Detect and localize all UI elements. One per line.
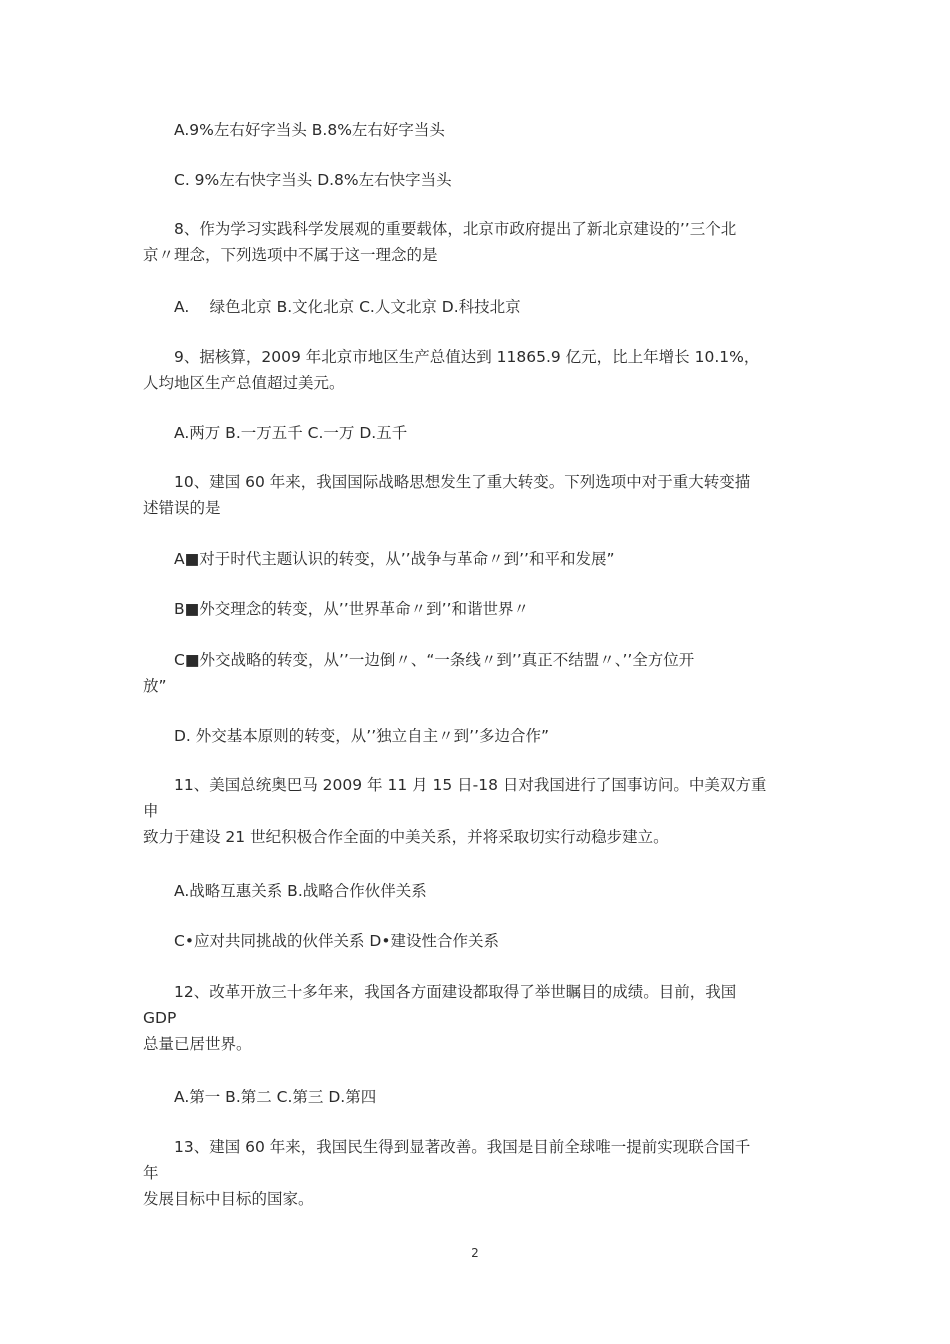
- text-line: C■外交战略的转变，从’’一边倒〃、“一条线〃到’’真正不结盟〃、’’全方位开: [143, 651, 695, 669]
- text-line: A.9%左右好字当头 B.8%左右好字当头: [143, 121, 445, 139]
- paragraph: [143, 1134, 808, 1212]
- text-line: 京〃理念，下列选项中不属于这一理念的是: [143, 246, 438, 264]
- text-line: A■对于时代主题认识的转变，从’’战争与革命〃到’’和平和发展”: [143, 550, 615, 568]
- text-line: A.第一 B.第二 C.第三 D.第四: [143, 1088, 377, 1106]
- text-line: C. 9%左右快字当头 D.8%左右快字当头: [143, 171, 452, 189]
- text-line: A.战略互惠关系 B.战略合作伙伴关系: [143, 882, 427, 900]
- text-line: 放”: [143, 677, 167, 695]
- paragraph: [143, 294, 808, 320]
- text-line: 发展目标中目标的国家。: [143, 1190, 314, 1208]
- text-line: 致力于建设 21 世纪积极合作全面的中美关系，并将采取切实行动稳步建立。: [143, 828, 669, 846]
- text-line: 人均地区生产总值超过美元。: [143, 374, 345, 392]
- text-line: 11、美国总统奥巴马 2009 年 11 月 15 日-18 日对我国进行了国事访问。中美双方重: [143, 776, 767, 794]
- paragraph: [143, 1084, 808, 1110]
- page-number: 2: [471, 1246, 479, 1260]
- paragraph: [143, 167, 808, 193]
- paragraph: [143, 344, 808, 396]
- paragraph: [143, 723, 808, 749]
- paragraph: [143, 979, 808, 1057]
- text-line: D. 外交基本原则的转变，从’’独立自主〃到’’多边合作”: [143, 727, 550, 745]
- paragraph: [143, 469, 808, 521]
- text-line: 13、建国 60 年来，我国民生得到显著改善。我国是目前全球唯一提前实现联合国千: [143, 1138, 751, 1156]
- paragraph: [143, 420, 808, 446]
- text-line: 8、作为学习实践科学发展观的重要载体，北京市政府提出了新北京建设的’’三个北: [143, 220, 737, 238]
- text-line: 申: [143, 802, 159, 820]
- text-line: 年: [143, 1164, 159, 1182]
- paragraph: [143, 546, 808, 572]
- text-line: A. 绿色北京 B.文化北京 C.人文北京 D.科技北京: [143, 298, 521, 316]
- text-line: 9、据核算，2009 年北京市地区生产总值达到 11865.9 亿元，比上年增长 10.1%，: [143, 348, 760, 366]
- text-line: GDP: [143, 1009, 177, 1027]
- text-line: 述错误的是: [143, 499, 221, 517]
- paragraph: [143, 878, 808, 904]
- paragraph: [143, 596, 808, 622]
- paragraph: [143, 928, 808, 954]
- paragraph: [143, 216, 808, 268]
- text-line: 12、改革开放三十多年来，我国各方面建设都取得了举世瞩目的成绩。目前，我国: [143, 983, 737, 1001]
- text-line: A.两万 B.一万五千 C.一万 D.五千: [143, 424, 408, 442]
- text-line: B■外交理念的转变，从’’世界革命〃到’’和谐世界〃: [143, 600, 529, 618]
- text-line: 总量已居世界。: [143, 1035, 252, 1053]
- text-line: 10、建国 60 年来，我国国际战略思想发生了重大转变。下列选项中对于重大转变描: [143, 473, 751, 491]
- text-line: C•应对共同挑战的伙伴关系 D•建设性合作关系: [143, 932, 499, 950]
- paragraph: [143, 117, 808, 143]
- paragraph: [143, 647, 808, 699]
- paragraph: [143, 772, 808, 850]
